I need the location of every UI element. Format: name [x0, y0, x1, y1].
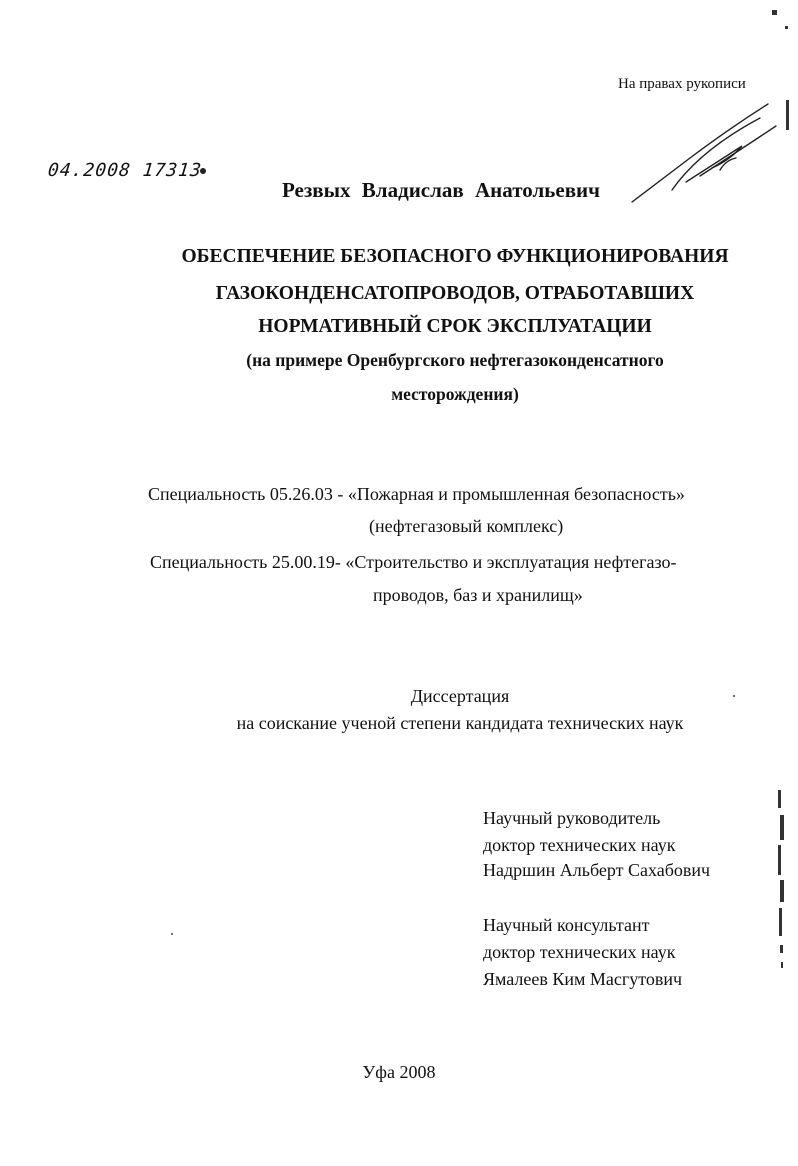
specialty-2-continuation: проводов, баз и хранилищ»: [373, 585, 583, 605]
speck: [171, 933, 173, 935]
specialty-1: Специальность 05.26.03 - «Пожарная и промышленная безопасность»: [148, 484, 685, 504]
title-line: ОБЕСПЕЧЕНИЕ БЕЗОПАСНОГО ФУНКЦИОНИРОВАНИЯ: [181, 246, 729, 267]
specialty-1-continuation: (нефтегазовый комплекс): [369, 516, 564, 536]
rights-notice: На правах рукописи: [618, 76, 746, 92]
supervisor-name: Надршин Альберт Сахабович: [483, 860, 711, 880]
degree-statement: на соискание ученой степени кандидата технических наук: [236, 713, 684, 733]
author-signature: [632, 104, 776, 202]
corner-marks: [772, 10, 789, 130]
speck: [733, 695, 735, 697]
subtitle-line: месторождения): [391, 384, 519, 404]
place-year: Уфа 2008: [362, 1062, 436, 1082]
consultant-name: Ямалеев Ким Масгутович: [483, 969, 683, 989]
supervisor-degree: доктор технических наук: [483, 835, 676, 855]
supervisor-role: Научный руководитель: [483, 808, 661, 828]
consultant-role: Научный консультант: [483, 915, 650, 935]
consultant-degree: доктор технических наук: [483, 942, 676, 962]
author-name: Резвых Владислав Анатольевич: [282, 178, 600, 202]
specialty-2: Специальность 25.00.19- «Строительство и эксплуатация нефтегазо-: [150, 552, 677, 572]
binding-edge-marks: [778, 790, 784, 968]
dissertation-label: Диссертация: [410, 686, 510, 706]
title-line: ГАЗОКОНДЕНСАТОПРОВОДОВ, ОТРАБОТАВШИХ: [215, 283, 695, 304]
title-line: НОРМАТИВНЫЙ СРОК ЭКСПЛУАТАЦИИ: [258, 316, 652, 337]
archive-stamp: 04.2008 17313: [46, 160, 203, 181]
subtitle-line: (на примере Оренбургского нефтегазоконденсатного: [246, 350, 664, 370]
